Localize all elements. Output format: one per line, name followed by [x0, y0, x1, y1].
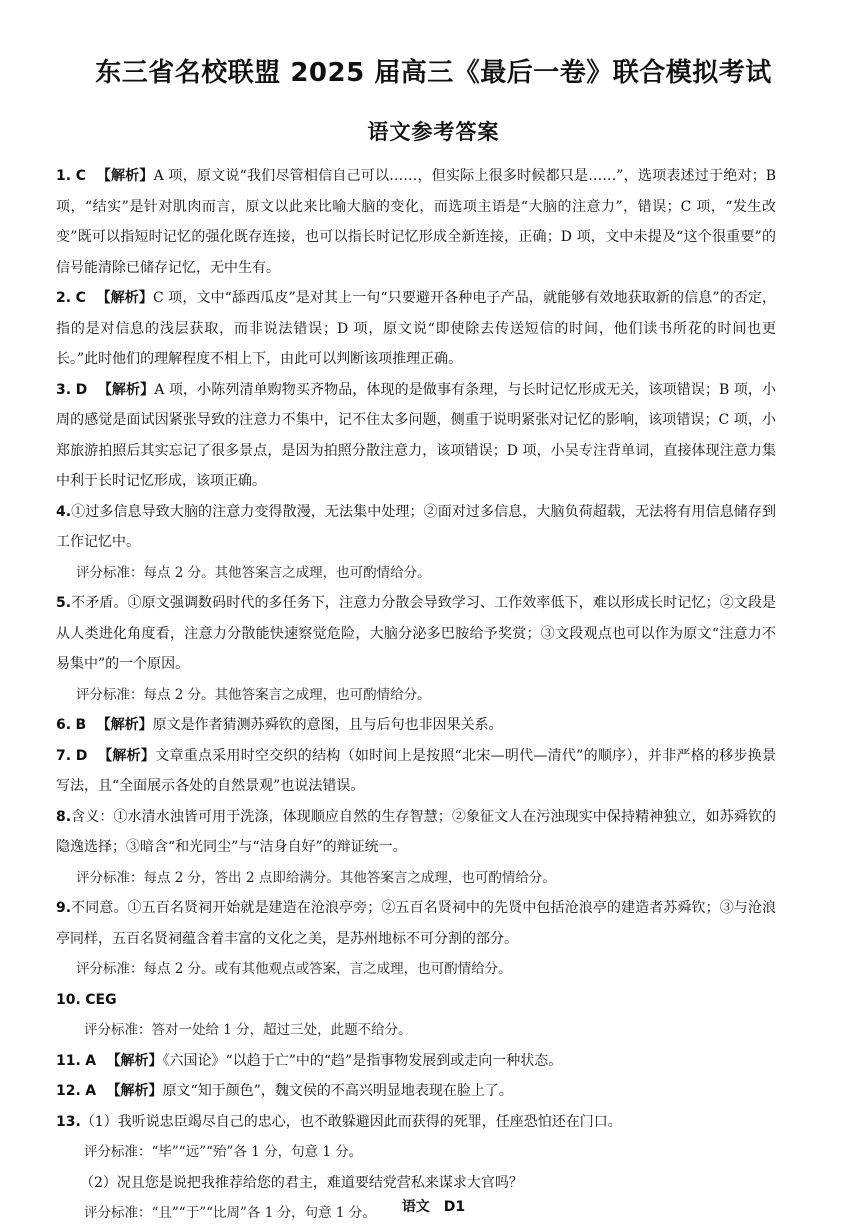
question-number: 5.	[56, 595, 72, 611]
scoring-criteria: 评分标准：每点 2 分。其他答案言之成理，也可酌情给分。	[76, 564, 431, 581]
answer-item	[56, 1046, 776, 1077]
question-number: 4.	[56, 503, 72, 520]
answer-item	[56, 802, 776, 863]
question-number: 12.	[56, 1083, 81, 1099]
answer-item	[56, 1107, 776, 1138]
question-number: 9.	[56, 900, 72, 916]
scoring-criteria: 评分标准：“且”“于”“比周”各 1 分，句意 1 分。	[84, 1205, 376, 1221]
analysis-tag: 【解析】	[106, 1052, 163, 1069]
question-number: 13.	[56, 1113, 81, 1130]
analysis-tag: 【解析】	[97, 381, 155, 398]
answer-choice: C	[75, 290, 86, 306]
question-number: 11.	[56, 1052, 81, 1069]
question-number: 1.	[56, 168, 72, 184]
scoring-criteria: 评分标准：每点 2 分，答出 2 点即给满分。其他答案言之成理，也可酌情给分。	[76, 869, 556, 886]
scoring-criteria: 评分标准：每点 2 分。或有其他观点或答案，言之成理，也可酌情给分。	[76, 961, 512, 977]
question-number: 3.	[56, 381, 72, 398]
answer-item	[56, 893, 776, 954]
answer-item	[56, 710, 776, 741]
analysis-tag: 【解析】	[98, 747, 156, 764]
question-number: 8.	[56, 808, 72, 825]
answer-choice: D	[75, 747, 88, 764]
answer-item	[56, 588, 776, 680]
answer-choice: CEG	[85, 991, 117, 1008]
analysis-tag: 【解析】	[96, 168, 154, 184]
analysis-tag: 【解析】	[96, 717, 153, 733]
answer-item	[56, 497, 776, 558]
answer-choice: D	[75, 381, 88, 398]
answer-choice: B	[75, 717, 87, 733]
answer-text: 不同意。①五百名贤祠开始就是建造在沧浪亭旁；②五百名贤祠中的先贤中包括沧浪亭的建造者苏舜钦；③与沧浪亭同样，五百名贤祠蕴含着丰富的文化之美，是苏州地标不可分割的部分。	[56, 900, 776, 947]
answer-text: 原文是作者猜测苏舜钦的意图，且与后句也非因果关系。	[152, 717, 503, 733]
answer-text: A 项，小陈列清单购物买齐物品，体现的是做事有条理，与长时记忆形成无关，该项错误；B 项，小周的感觉是面试因紧张导致的注意力不集中，记不住太多问题，侧重于说明紧张对记忆的影响，该项错误；C 项，小郑旅游拍照后其实忘记了很多景点，是因为拍照分散注意力，该项错误；D 项，小吴专注背单词，直接体现注意力集中利于长时记忆形成，该项正确。	[56, 381, 777, 489]
question-number: 10.	[56, 991, 81, 1008]
scoring-criteria: 评分标准：答对一处给 1 分，超过三处，此题不给分。	[84, 1022, 412, 1038]
answer-list	[56, 161, 776, 1229]
analysis-tag: 【解析】	[106, 1083, 163, 1099]
answer-choice: A	[85, 1083, 97, 1099]
answer-item	[56, 161, 776, 283]
scoring-criteria: 评分标准：“毕”“远”“殆”各 1 分，句意 1 分。	[84, 1144, 363, 1160]
scoring-criteria: 评分标准：每点 2 分。其他答案言之成理，也可酌情给分。	[76, 686, 431, 703]
answer-text: （1）我听说忠臣竭尽自己的忠心，也不敢躲避因此而获得的死罪，任座恐怕还在门口。	[80, 1113, 622, 1130]
question-number: 7.	[56, 747, 72, 764]
answer-item	[56, 1076, 776, 1107]
answer-item	[56, 283, 776, 375]
question-number: 6.	[56, 717, 72, 733]
answer-text: ①过多信息导致大脑的注意力变得散漫，无法集中处理；②面对过多信息，大脑负荷超载，无法将有用信息储存到工作记忆中。	[56, 503, 776, 550]
analysis-tag: 【解析】	[96, 290, 153, 306]
page-subtitle: 语文参考答案	[367, 120, 500, 144]
answer-item	[56, 741, 776, 802]
page-footer: 语文 D1	[401, 1199, 466, 1215]
answer-text: A 项，原文说“我们尽管相信自己可以……，但实际上很多时候都只是……”，选项表述过于绝对；B 项，“结实”是针对肌肉而言，原文以此来比喻大脑的变化，而选项主语是“大脑的注意力”，错误；C 项，“发生改变”既可以指短时记忆的强化既存连接，也可以指长时记忆形成全新连接，正确；D 项，文中未提及“这个很重要”的信号能清除已储存记忆，无中生有。	[56, 168, 776, 276]
answer-choice: A	[85, 1052, 97, 1069]
answer-item	[56, 375, 776, 497]
answer-text: 文章重点采用时空交织的结构（如时间上是按照“北宋—明代—清代”的顺序），并非严格的移步换景写法，且“全面展示各处的自然景观”也说法错误。	[56, 747, 777, 794]
answer-text: 《六国论》“以趋于亡”中的“趋”是指事物发展到或走向一种状态。	[162, 1052, 563, 1069]
answer-text: 原文“知于颜色”，魏文侯的不高兴明显地表现在脸上了。	[162, 1083, 513, 1099]
answer-item	[56, 985, 776, 1016]
answer-text: 不矛盾。①原文强调数码时代的多任务下，注意力分散会导致学习、工作效率低下，难以形成长时记忆；②文段是从人类进化角度看，注意力分散能快速察觉危险，大脑分泌多巴胺给予奖赏；③文段观点也可以作为原文“注意力不易集中”的一个原因。	[56, 595, 776, 672]
question-number: 2.	[56, 290, 72, 306]
answer-subitem: （2）况且您是说把我推荐给您的君主，难道要结党营私来谋求大官吗？	[80, 1174, 523, 1191]
answer-text: C 项，文中“舔西瓜皮”是对其上一句“只要避开各种电子产品，就能够有效地获取新的信息”的否定，指的是对信息的浅层获取，而非说法错误；D 项，原文说“即使除去传送短信的时间，他们读书所花的时间也更长。”此时他们的理解程度不相上下，由此可以判断该项推理正确。	[56, 290, 777, 367]
answer-text: 含义：①水清水浊皆可用于洗涤，体现顺应自然的生存智慧；②象征文人在污浊现实中保持精神独立，如苏舜钦的隐逸选择；③暗含“和光同尘”与“洁身自好”的辩证统一。	[56, 808, 776, 855]
page-title: 东三省名校联盟 2025 届高三《最后一卷》联合模拟考试	[95, 58, 772, 88]
answer-choice: C	[75, 168, 87, 184]
